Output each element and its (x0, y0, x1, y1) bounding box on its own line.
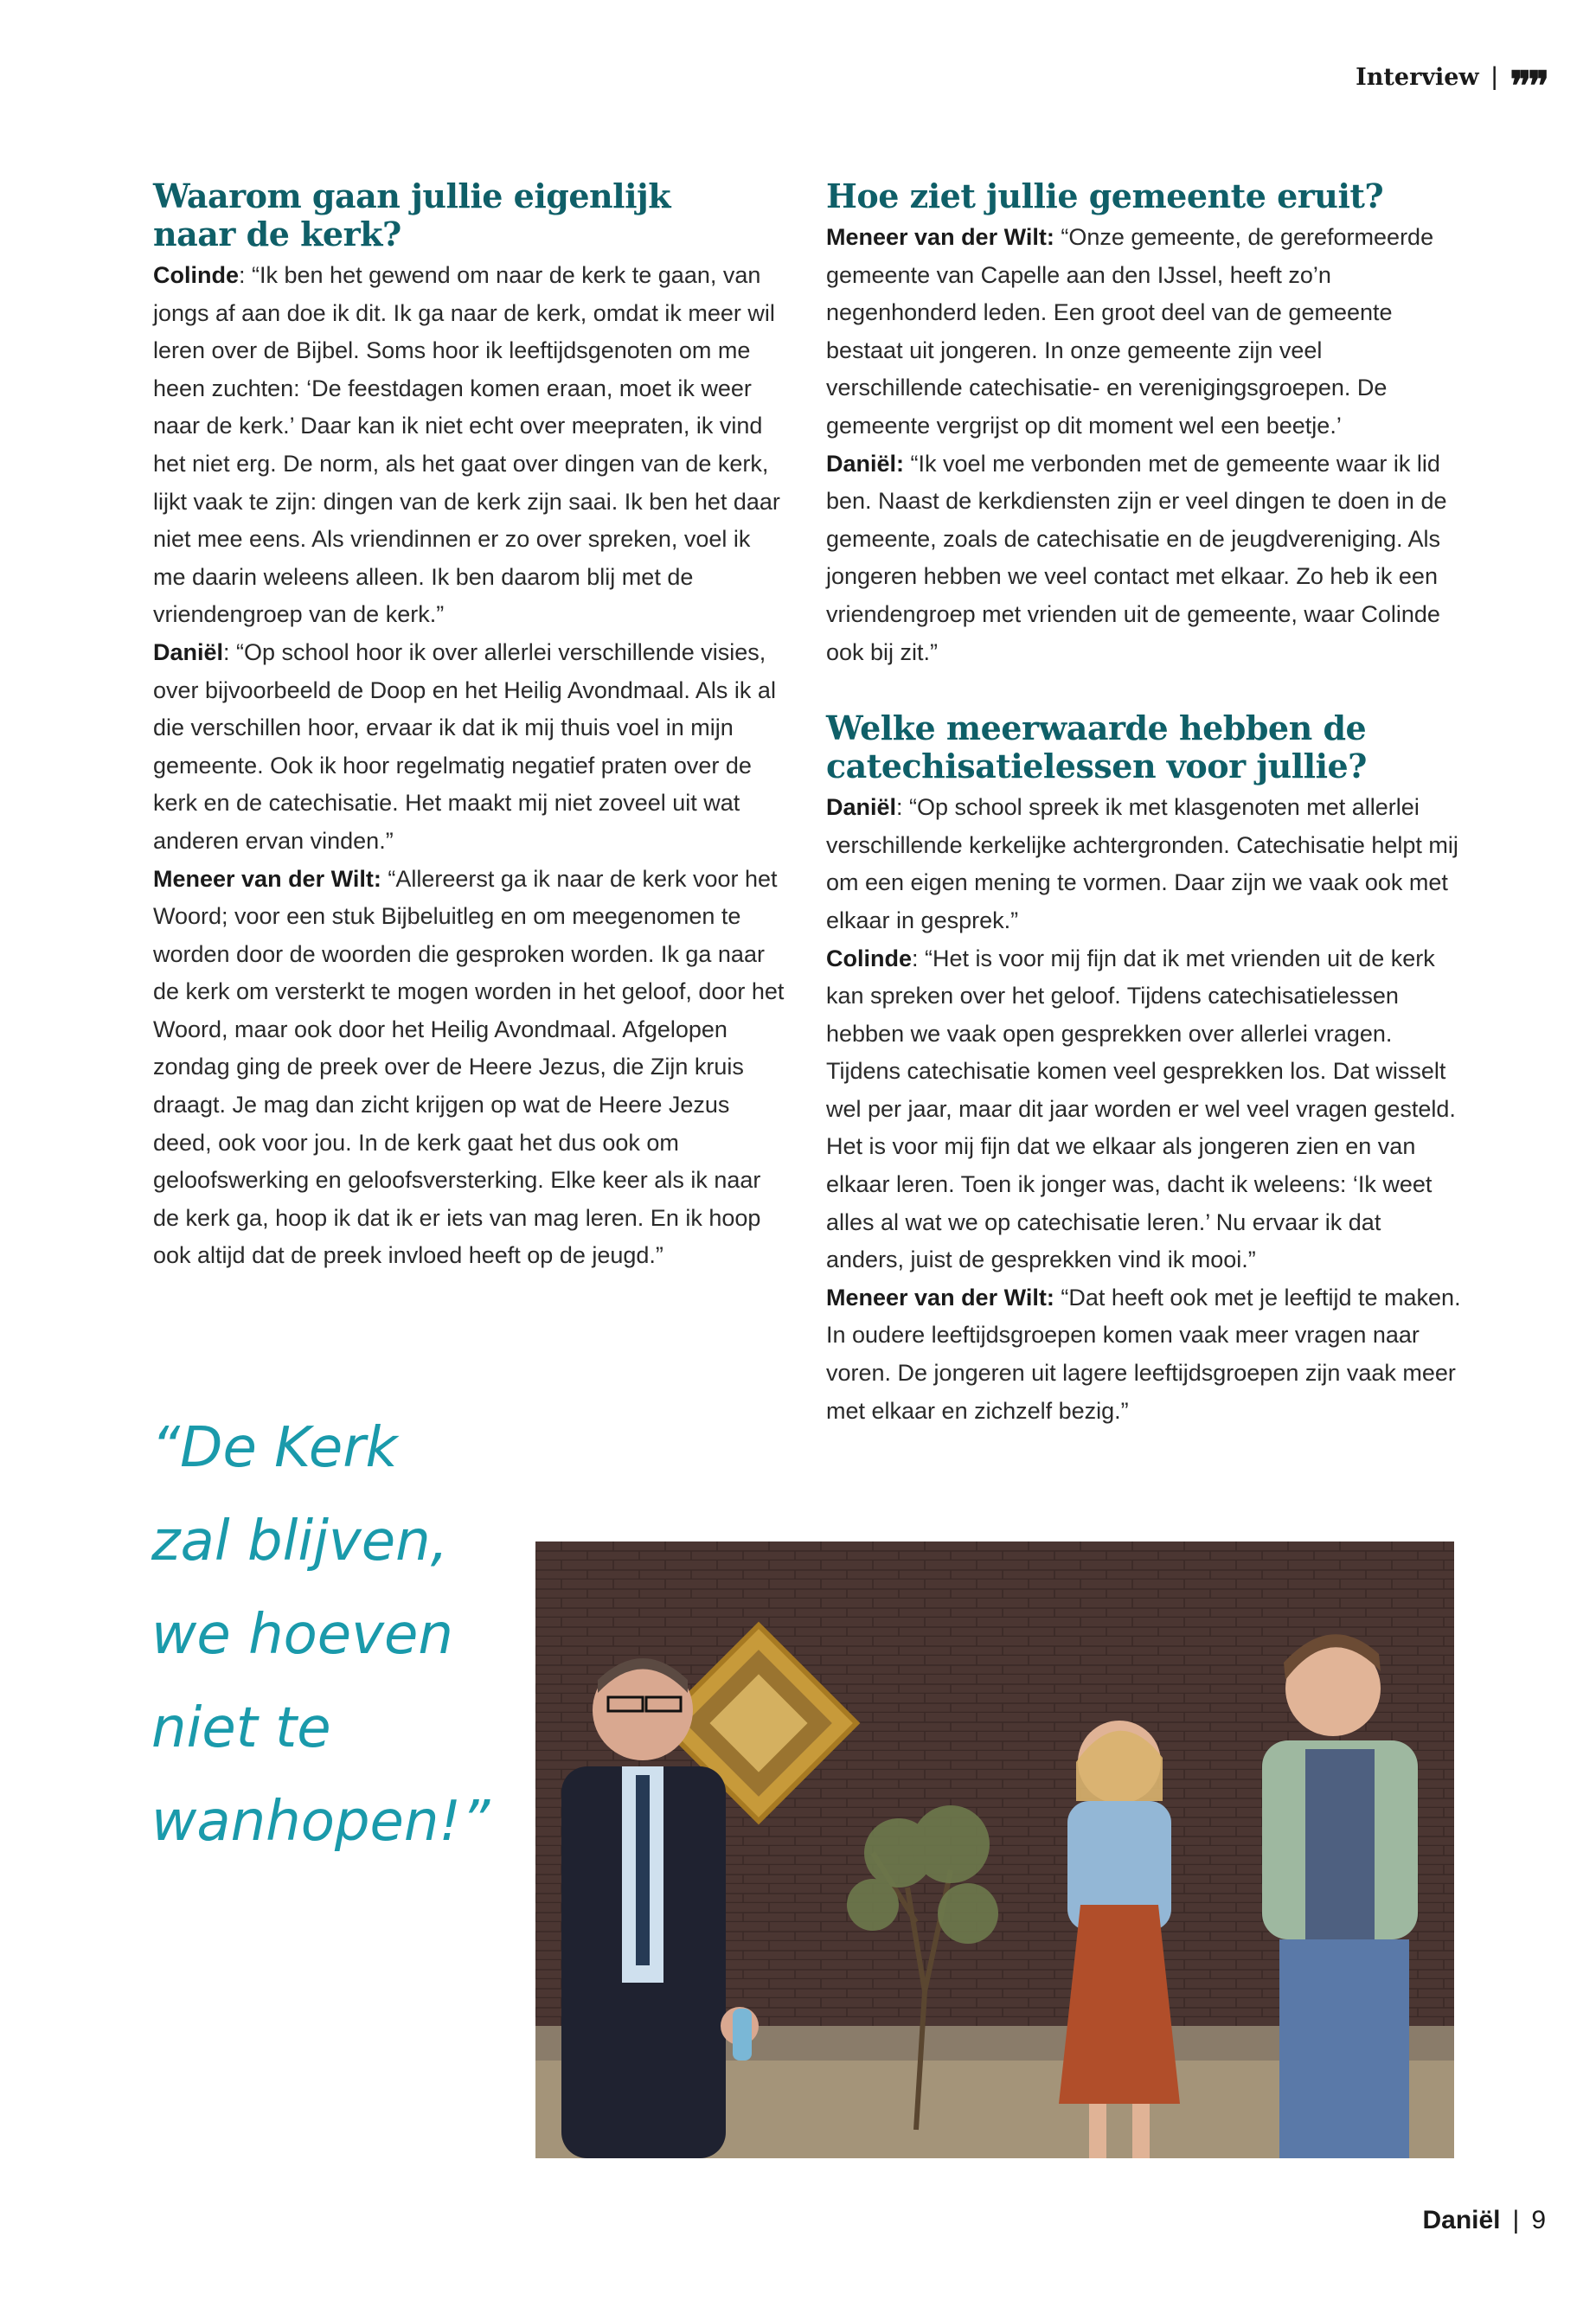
speaker-name: Meneer van der Wilt: (826, 1284, 1054, 1311)
speaker-name: Colinde (153, 262, 239, 288)
answer-text: “Ik ben het gewend om naar de kerk te gaan, van jongs af aan doe ik dit. Ik ga naar de kerk, omdat ik meer wil leren over de Bijbel. Soms hoor ik leeftijdsgenoten om me heen zuchten: ‘De feestdagen komen eraan, moet ik weer naar de kerk.’ Daar kan ik niet echt over meepraten, ik vind het niet erg. De norm, als het gaat over dingen van de kerk, lijkt vaak te zijn: dingen van de kerk zijn saai. Ik ben het daar niet mee eens. Als vriendinnen er zo over spreken, voel ik me daarin weleens alleen. Ik ben daarom blij met de vriendengroep van de kerk.” (153, 262, 780, 628)
heading-meerwaarde: Welke meerwaarde hebben de catechisatielessen voor jullie? (826, 708, 1367, 786)
answer-paragraph: Daniël: “Op school hoor ik over allerlei verschillende visies, over bijvoorbeeld de Doop en het Heilig Avondmaal. Als ik al die verschillen hoor, ervaar ik dat ik mij thuis voel in mijn gemeente. Ook ik hoor regelmatig negatief praten over de kerk en de catechisatie. Het maakt mij niet zoveel uit wat anderen ervan vinden.” (153, 638, 776, 854)
page-header (1356, 57, 1546, 109)
answer-paragraph: Colinde: “Het is voor mij fijn dat ik met vrienden uit de kerk kan spreken over het geloof. Tijdens catechisatielessen hebben we vaak open gesprekken over allerlei vragen. Tijdens catechisatie komen veel gesprekken los. Dat wisselt wel per jaar, maar dit jaar worden er wel veel vragen gesteld. Het is voor mij fijn dat we elkaar als jongeren zien en van elkaar leren. Toen ik jonger was, dacht ik weleens: ‘Ik weet alles al wat we op catechisatie leren.’ Nu ervaar ik dat anders, juist de gesprekken vind ik mooi.” (826, 945, 1456, 1273)
heading-gemeente: Hoe ziet jullie gemeente eruit? (826, 176, 1384, 215)
quote-icon: ❞❞ (1509, 62, 1546, 109)
group-photo (535, 1541, 1454, 2158)
answer-text: “Ik voel me verbonden met de gemeente waar ik lid ben. Naast de kerkdiensten zijn er veel dingen te doen in de gemeente, zoals de catechisatie en de jeugdvereniging. Als jongeren hebben we veel contact met elkaar. Zo heb ik een vriendengroep met vrienden uit de gemeente, waar Colinde ook bij zit.” (826, 450, 1447, 665)
page-footer (1422, 2206, 1546, 2235)
speaker-name: Meneer van der Wilt: (153, 865, 381, 892)
header-separator: | (1490, 62, 1498, 91)
speaker-name: Meneer van der Wilt: (826, 224, 1054, 250)
answer-paragraph (153, 861, 789, 1276)
answer-text: “Het is voor mij fijn dat ik met vrienden uit de kerk kan spreken over het geloof. Tijdens catechisatielessen hebben we vaak open gesprekken over allerlei vragen. Tijdens catechisatie komen veel gesprekken los. Dat wisselt wel per jaar, maar dit jaar worden er wel veel vragen gesteld. Het is voor mij fijn dat we elkaar als jongeren zien en van elkaar leren. Toen ik jonger was, dacht ik weleens: ‘Ik weet alles al wat we op catechisatie leren.’ Nu ervaar ik dat anders, juist de gesprekken vind ik mooi.” (826, 945, 1456, 1273)
heading-waarom: Waarom gaan jullie eigenlijk naar de kerk? (153, 176, 671, 253)
speaker-name: Daniël (153, 638, 224, 665)
answer-paragraph: Daniël: “Op school spreek ik met klasgenoten met allerlei verschillende kerkelijke achtergronden. Catechisatie helpt mij om een eigen mening te vormen. Daar zijn we vaak ook met elkaar in gesprek.” (826, 794, 1458, 933)
speaker-name: Colinde (826, 945, 912, 971)
footer-separator: | (1512, 2206, 1520, 2234)
magazine-name: Daniël (1422, 2206, 1501, 2234)
speaker-name: Daniël (826, 794, 897, 821)
answer-text: “Op school spreek ik met klasgenoten met allerlei verschillende kerkelijke achtergronden. Catechisatie helpt mij om een eigen mening te vormen. Daar zijn we vaak ook met elkaar in gesprek.” (826, 794, 1458, 933)
left-column (153, 177, 789, 1275)
answer-paragraph (826, 1279, 1462, 1430)
speaker-name: Daniël: (826, 450, 905, 477)
answer-text: “Op school hoor ik over allerlei verschillende visies, over bijvoorbeeld de Doop en het Heilig Avondmaal. Als ik al die verschillen hoor, ervaar ik dat ik mij thuis voel in mijn gemeente. Ook ik hoor regelmatig negatief praten over de kerk en de catechisatie. Het maakt mij niet zoveel uit wat anderen ervan vinden.” (153, 638, 776, 854)
answer-paragraph (826, 445, 1462, 672)
answer-paragraph (826, 219, 1462, 445)
pull-quote: “De Kerk zal blijven, we hoeven niet te wanhopen!” (151, 1416, 490, 1854)
answer-text: “Allereerst ga ik naar de kerk voor het Woord; voor een stuk Bijbeluitleg en om meegenomen te worden door de woorden die gesproken worden. Ik ga naar de kerk om versterkt te mogen worden in het geloof, door het Woord, maar ook door het Heilig Avondmaal. Afgelopen zondag ging de preek over de Heere Jezus, die Zijn kruis draagt. Je mag dan zicht krijgen op wat de Heere Jezus deed, ook voor jou. In de kerk gaat het dus ook om geloofswerking en geloofsversterking. Elke keer als ik naar de kerk ga, hoop ik dat ik er iets van mag leren. En ik hoop ook altijd dat de preek invloed heeft op de jeugd.” (153, 865, 785, 1269)
right-column (826, 177, 1462, 1430)
answer-text: “Onze gemeente, de gereformeerde gemeente van Capelle aan den IJssel, heeft zo’n negenhonderd leden. Een groot deel van de gemeente bestaat uit jongeren. In onze gemeente zijn veel verschillende catechisatie- en verenigingsgroepen. De gemeente vergrijst op dit moment wel een beetje.’ (826, 224, 1434, 439)
page-number: 9 (1531, 2206, 1546, 2234)
answer-paragraph: Colinde: “Ik ben het gewend om naar de kerk te gaan, van jongs af aan doe ik dit. Ik ga naar de kerk, omdat ik meer wil leren over de Bijbel. Soms hoor ik leeftijdsgenoten om me heen zuchten: ‘De feestdagen komen eraan, moet ik weer naar de kerk.’ Daar kan ik niet echt over meepraten, ik vind het niet erg. De norm, als het gaat over dingen van de kerk, lijkt vaak te zijn: dingen van de kerk zijn saai. Ik ben het daar niet mee eens. Als vriendinnen er zo over spreken, voel ik me daarin weleens alleen. Ik ben daarom blij met de vriendengroep van de kerk.” (153, 262, 780, 628)
answer-text: “Dat heeft ook met je leeftijd te maken. In oudere leeftijdsgroepen komen vaak meer vragen naar voren. De jongeren uit lagere leeftijdsgroepen zijn vaak meer met elkaar en zichzelf bezig.” (826, 1284, 1461, 1424)
section-label: Interview (1356, 63, 1479, 91)
